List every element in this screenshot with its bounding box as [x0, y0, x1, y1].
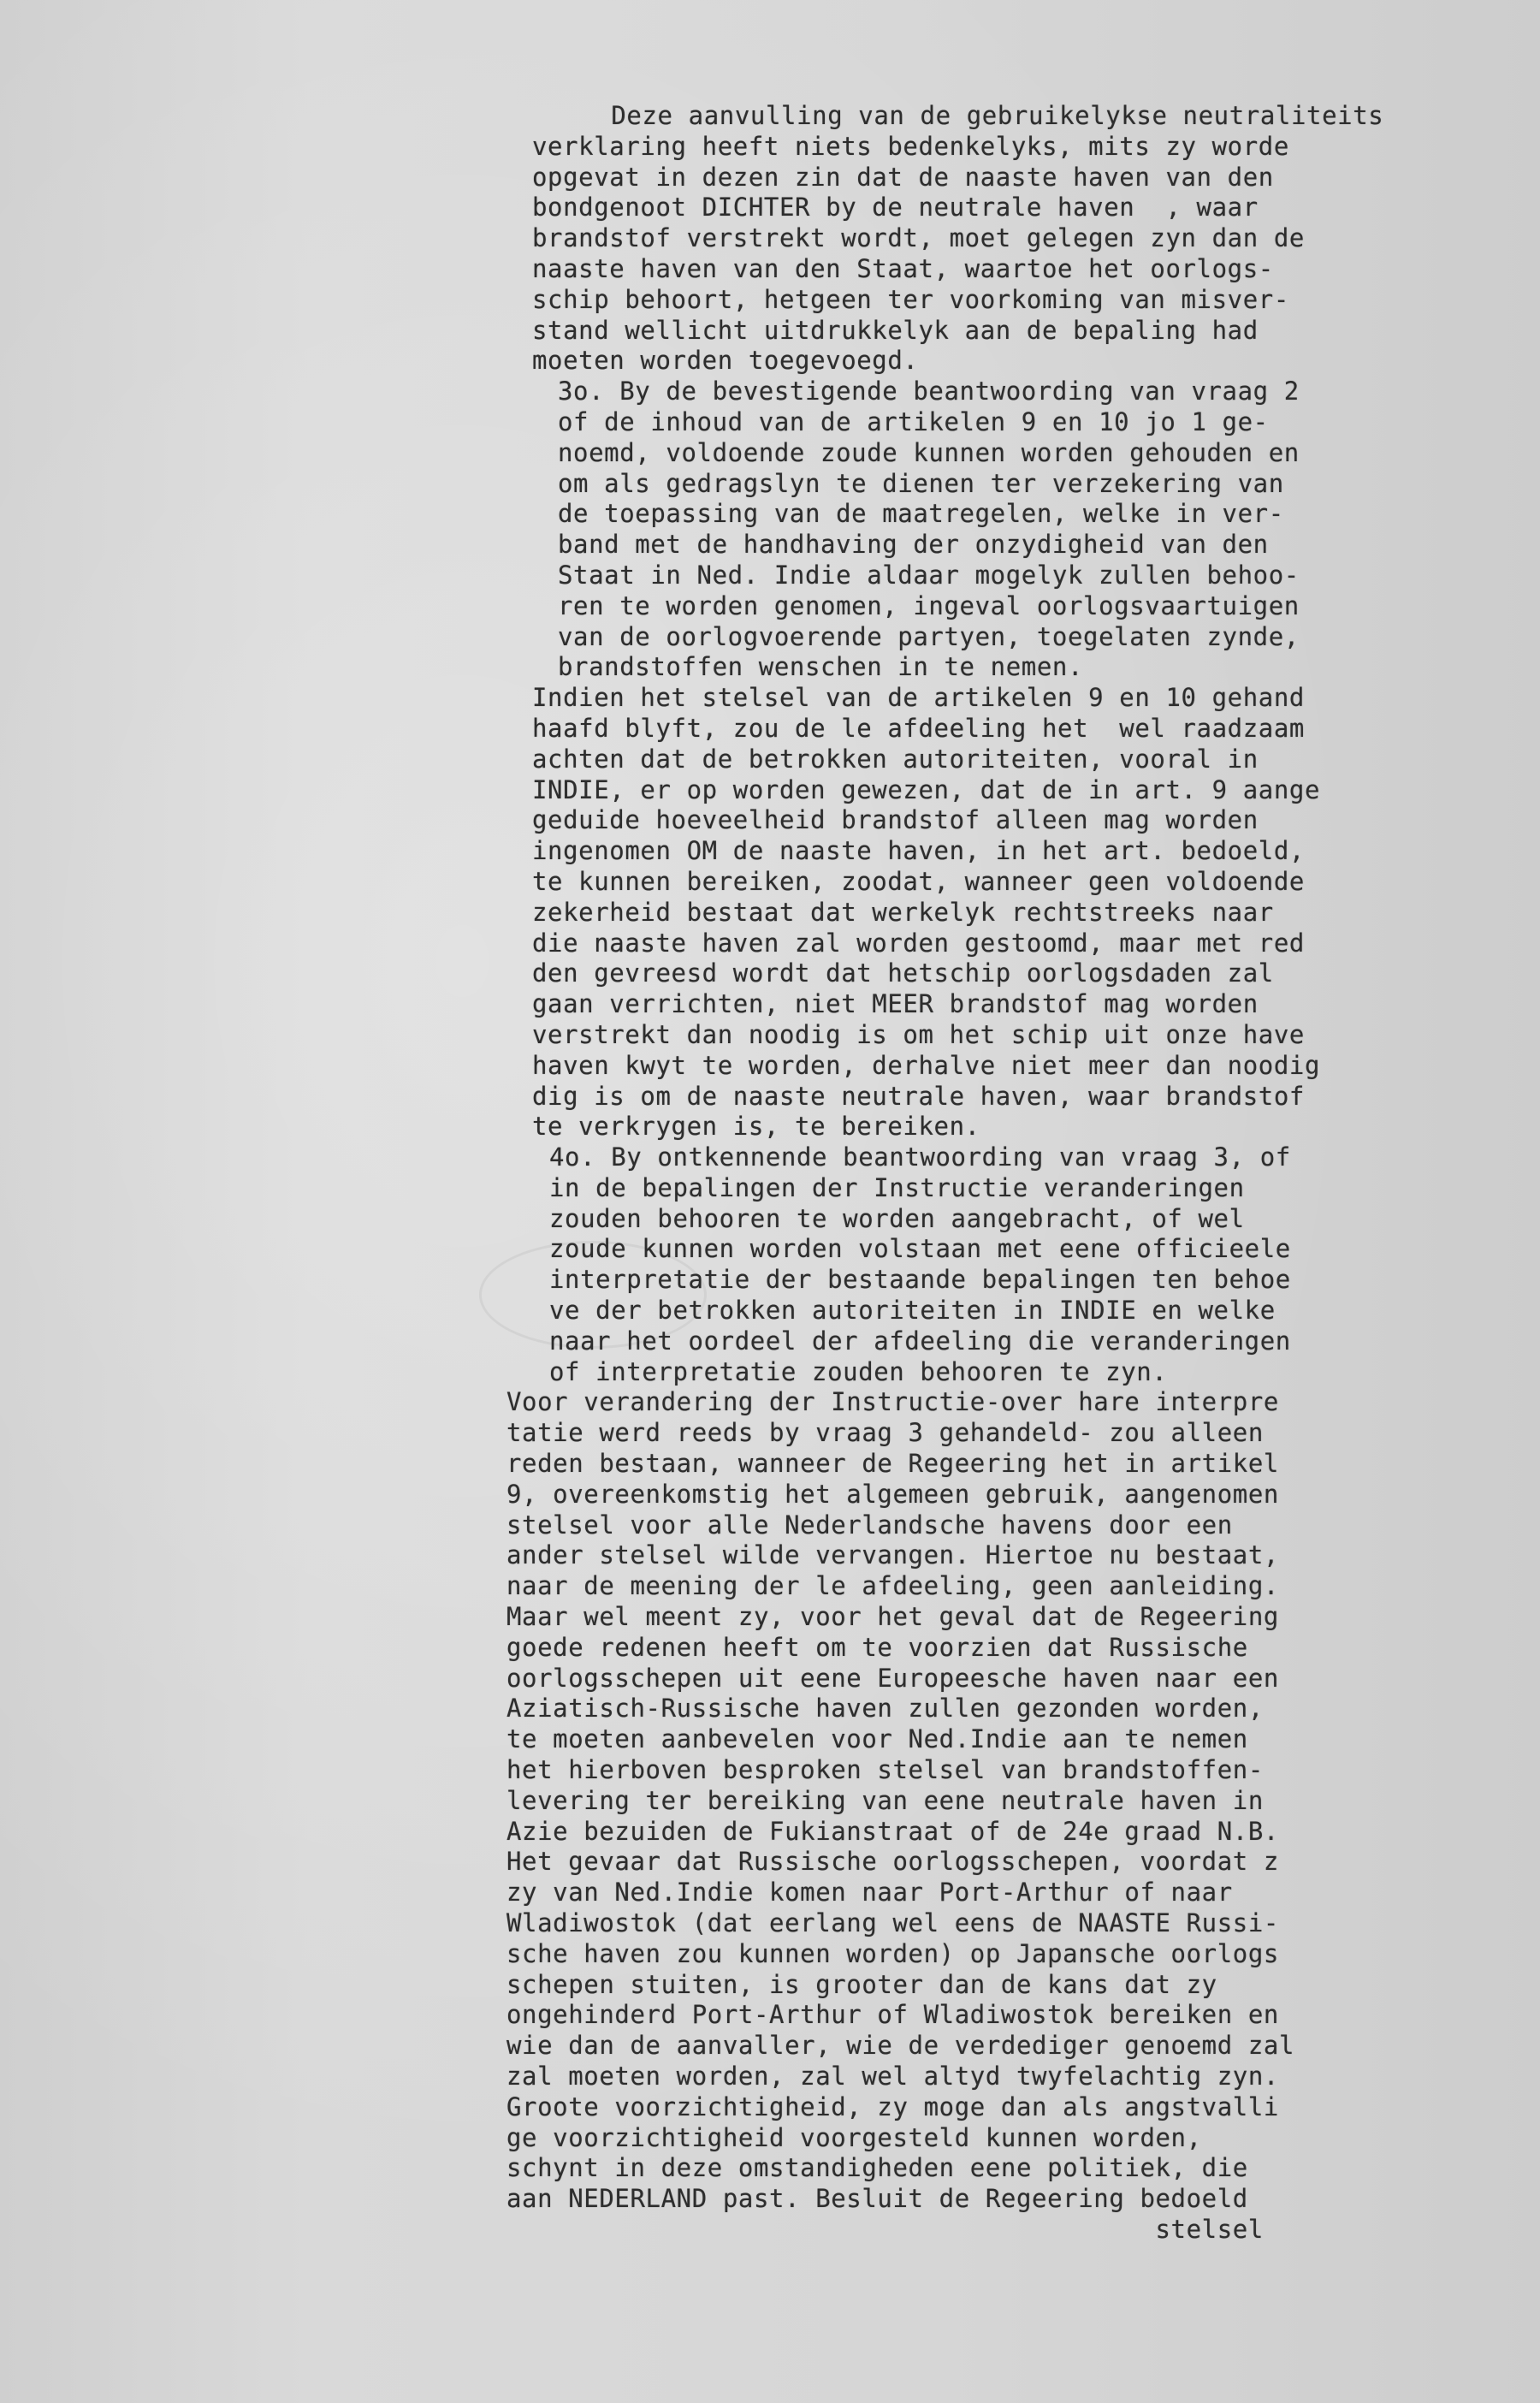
- text-line: Azie bezuiden de Fukianstraat of de 24e graad N.B.: [506, 1816, 1279, 1846]
- text-line: geduide hoeveelheid brandstof alleen mag worden: [532, 805, 1259, 835]
- text-line: zekerheid bestaat dat werkelyk rechtstreeks naar: [532, 897, 1274, 927]
- typed-text-block: [498, 101, 1507, 2246]
- text-line: INDIE, er op worden gewezen, dat de in art. 9 aange: [532, 774, 1321, 804]
- text-line: 9, overeenkomstig het algemeen gebruik, aangenomen: [506, 1479, 1279, 1509]
- text-line: Voor verandering der Instructie-over hare interpre: [506, 1387, 1279, 1417]
- text-line: van de oorlogvoerende partyen, toegelaten zynde,: [558, 621, 1300, 651]
- text-line: Indien het stelsel van de artikelen 9 en 10 gehand: [532, 683, 1305, 713]
- text-line: den gevreesd wordt dat hetschip oorlogsdaden zal: [532, 958, 1274, 988]
- text-line: dig is om de naaste neutrale haven, waar brandstof: [532, 1081, 1305, 1111]
- text-line: tatie werd reeds by vraag 3 gehandeld- zou alleen: [506, 1418, 1264, 1448]
- text-line: Wladiwostok (dat eerlang wel eens de NAASTE Russi-: [506, 1908, 1279, 1938]
- text-line: te verkrygen is, te bereiken.: [532, 1112, 980, 1142]
- text-line: naar het oordeel der afdeeling die veranderingen: [549, 1326, 1291, 1356]
- text-line: Aziatisch-Russische haven zullen gezonden worden,: [506, 1694, 1264, 1724]
- text-line: het hierboven besproken stelsel van brandstoffen-: [506, 1755, 1264, 1785]
- text-line: Staat in Ned. Indie aldaar mogelyk zullen behoo-: [558, 560, 1300, 590]
- text-line: te moeten aanbevelen voor Ned.Indie aan te nemen: [506, 1724, 1248, 1754]
- text-line: reden bestaan, wanneer de Regeering het in artikel: [506, 1449, 1279, 1479]
- text-line: opgevat in dezen zin dat de naaste haven van den: [532, 162, 1274, 192]
- text-line: of de inhoud van de artikelen 9 en 10 jo 1 ge-: [558, 406, 1269, 436]
- text-line: aan NEDERLAND past. Besluit de Regeering bedoeld: [506, 2184, 1248, 2214]
- text-line: haven kwyt te worden, derhalve niet meer dan noodig: [532, 1050, 1321, 1080]
- text-line: in de bepalingen der Instructie veranderingen: [549, 1172, 1245, 1202]
- text-line: oorlogsschepen uit eene Europeesche haven naar een: [506, 1663, 1279, 1693]
- text-line: interpretatie der bestaande bepalingen ten behoe: [549, 1265, 1291, 1295]
- text-line: ren te worden genomen, ingeval oorlogsvaartuigen: [558, 590, 1300, 620]
- text-line: bondgenoot DICHTER by de neutrale haven , waar: [532, 193, 1259, 222]
- text-line: Groote voorzichtigheid, zy moge dan als angstvalli: [506, 2092, 1279, 2121]
- text-line: Maar wel meent zy, voor het geval dat de Regeering: [506, 1602, 1279, 1632]
- text-line: brandstof verstrekt wordt, moet gelegen zyn dan de: [532, 223, 1305, 253]
- text-line: noemd, voldoende zoude kunnen worden gehouden en: [558, 437, 1300, 467]
- text-line: wie dan de aanvaller, wie de verdediger genoemd zal: [506, 2031, 1295, 2061]
- text-line: om als gedragslyn te dienen ter verzekering van: [558, 468, 1284, 498]
- text-line: sche haven zou kunnen worden) op Japansche oorlogs: [506, 1938, 1279, 1968]
- text-line: achten dat de betrokken autoriteiten, vooral in: [532, 744, 1259, 774]
- text-line: goede redenen heeft om te voorzien dat Russische: [506, 1632, 1248, 1662]
- text-line: schynt in deze omstandigheden eene politiek, die: [506, 2153, 1248, 2183]
- text-line: zy van Ned.Indie komen naar Port-Arthur of naar: [506, 1878, 1233, 1908]
- text-line: te kunnen bereiken, zoodat, wanneer geen voldoende: [532, 866, 1305, 896]
- text-line: Deze aanvulling van de gebruikelykse neutraliteits: [518, 101, 1384, 130]
- text-line: levering ter bereiking van eene neutrale haven in: [506, 1785, 1264, 1815]
- text-line: ve der betrokken autoriteiten in INDIE en welke: [549, 1296, 1276, 1326]
- text-line: of interpretatie zouden behooren te zyn.: [549, 1356, 1168, 1386]
- text-line: verklaring heeft niets bedenkelyks, mits zy worde: [532, 131, 1289, 161]
- text-line: ge voorzichtigheid voorgesteld kunnen worden,: [506, 2122, 1202, 2152]
- text-line: zal moeten worden, zal wel altyd twyfelachtig zyn.: [506, 2062, 1279, 2091]
- text-line: 3o. By de bevestigende beantwoording van vraag 2: [558, 377, 1300, 406]
- text-line: 4o. By ontkennende beantwoording van vraag 3, of: [549, 1142, 1291, 1172]
- text-line: stelsel voor alle Nederlandsche havens door een: [506, 1510, 1233, 1540]
- text-line: stelsel: [506, 2214, 1264, 2244]
- text-line: stand wellicht uitdrukkelyk aan de bepaling had: [532, 315, 1259, 345]
- text-line: de toepassing van de maatregelen, welke in ver-: [558, 499, 1284, 529]
- text-line: ongehinderd Port-Arthur of Wladiwostok bereiken en: [506, 2000, 1279, 2030]
- text-line: moeten worden toegevoegd.: [532, 346, 919, 376]
- text-line: naaste haven van den Staat, waartoe het oorlogs-: [532, 253, 1274, 283]
- text-line: zoude kunnen worden volstaan met eene officieele: [549, 1234, 1291, 1264]
- text-line: naar de meening der le afdeeling, geen aanleiding.: [506, 1571, 1279, 1601]
- text-line: brandstoffen wenschen in te nemen.: [558, 652, 1084, 682]
- text-line: ingenomen OM de naaste haven, in het art. bedoeld,: [532, 836, 1305, 866]
- text-line: ander stelsel wilde vervangen. Hiertoe nu bestaat,: [506, 1540, 1279, 1570]
- text-line: haafd blyft, zou de le afdeeling het wel raadzaam: [532, 713, 1305, 743]
- text-line: Het gevaar dat Russische oorlogsschepen, voordat z: [506, 1847, 1279, 1877]
- text-line: zouden behooren te worden aangebracht, of wel: [549, 1203, 1245, 1233]
- text-line: band met de handhaving der onzydigheid van den: [558, 530, 1269, 560]
- text-line: verstrekt dan noodig is om het schip uit onze have: [532, 1019, 1305, 1049]
- text-line: schepen stuiten, is grooter dan de kans dat zy: [506, 1969, 1217, 1999]
- text-line: gaan verrichten, niet MEER brandstof mag worden: [532, 989, 1259, 1019]
- text-line: die naaste haven zal worden gestoomd, maar met red: [532, 928, 1305, 958]
- text-line: schip behoort, hetgeen ter voorkoming van misver-: [532, 284, 1289, 314]
